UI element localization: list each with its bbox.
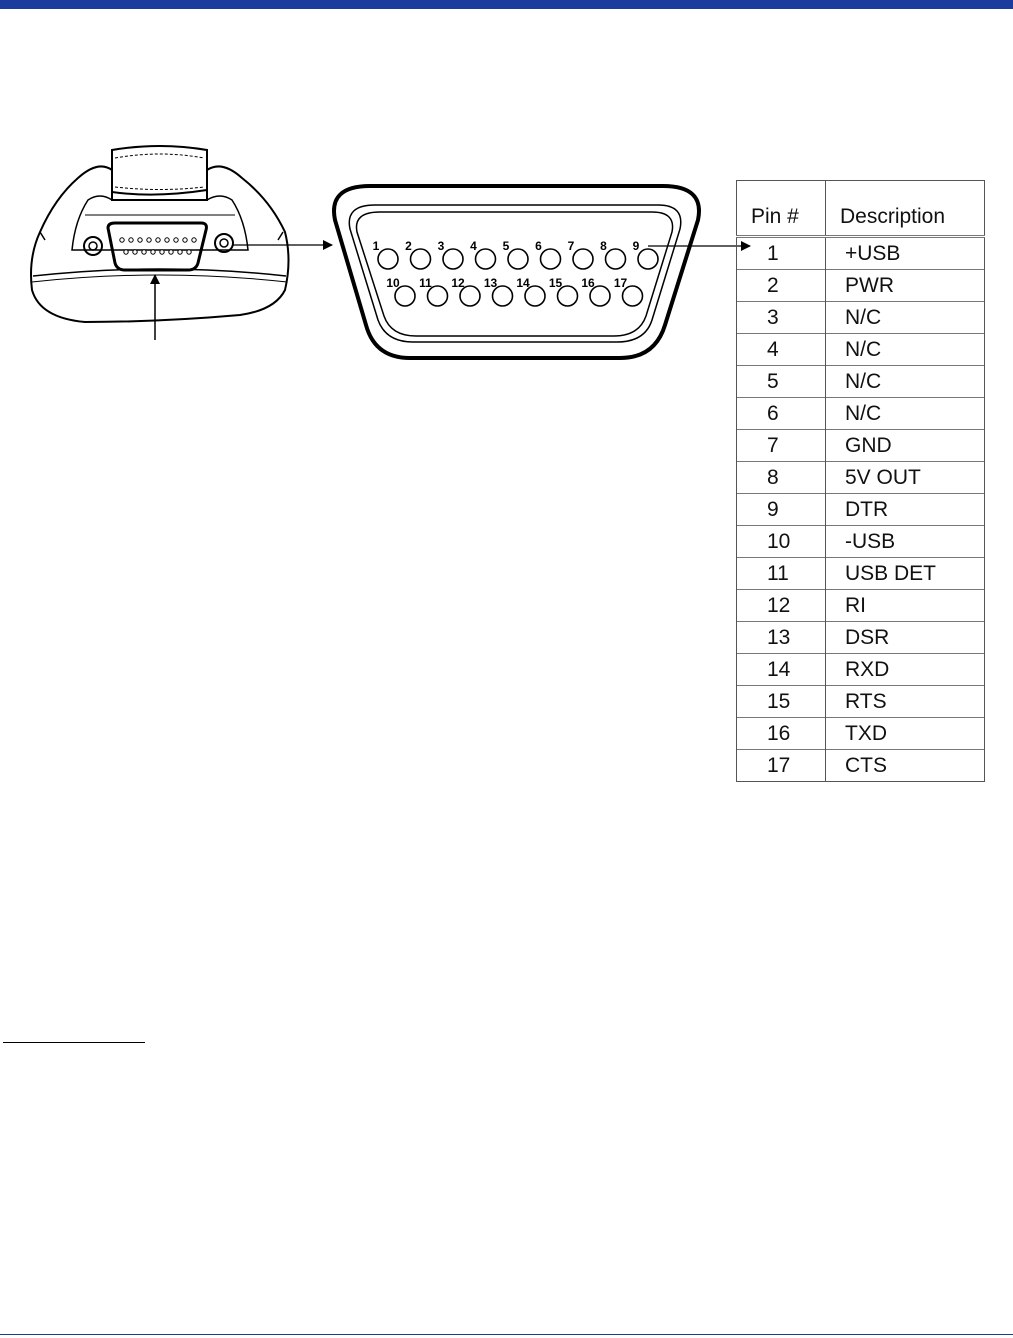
enlarged-connector	[334, 186, 699, 358]
connector-pin-label: 11	[419, 276, 432, 290]
connector-pin-label: 15	[548, 276, 563, 290]
pin-number-cell: 15	[737, 686, 826, 718]
pin-description-table	[736, 180, 985, 782]
table-row	[737, 366, 985, 398]
pin-description-cell: TXD	[826, 718, 985, 750]
pin-number-cell: 6	[737, 398, 826, 430]
connector-pin-label: 16	[581, 276, 595, 290]
connector-pin-label: 5	[502, 239, 510, 253]
connector-pin-label: 6	[535, 239, 542, 253]
connector-pin-label: 17	[613, 276, 628, 290]
table-row	[737, 462, 985, 494]
pin-description-cell: RTS	[826, 686, 985, 718]
pin-description-cell: GND	[826, 430, 985, 462]
connector-pin-label: 12	[451, 276, 465, 290]
pin-description-cell: USB DET	[826, 558, 985, 590]
pin-column-header: Pin #	[737, 181, 826, 237]
pin-description-cell: DTR	[826, 494, 985, 526]
pin-number-cell: 10	[737, 526, 826, 558]
pin-table-body	[737, 237, 985, 782]
pin-description-cell: N/C	[826, 366, 985, 398]
connector-pin-label: 13	[483, 276, 498, 290]
connector-pin	[378, 249, 398, 269]
connector-pin	[443, 249, 463, 269]
description-column-header: Description	[826, 181, 985, 237]
pin-description-cell: N/C	[826, 398, 985, 430]
connector-pin-label: 7	[567, 239, 575, 253]
pin-number-cell: 4	[737, 334, 826, 366]
pin-description-cell: CTS	[826, 750, 985, 782]
connector-pin	[638, 249, 658, 269]
connector-pin-label: 9	[632, 239, 640, 253]
pin-description-cell: 5V OUT	[826, 462, 985, 494]
pin-description-cell: RI	[826, 590, 985, 622]
connector-pin	[411, 249, 431, 269]
table-row	[737, 686, 985, 718]
pin-number-cell: 1	[737, 237, 826, 270]
connector-pin	[606, 249, 626, 269]
pin-number-cell: 2	[737, 270, 826, 302]
pin-number-cell: 8	[737, 462, 826, 494]
connector-pin	[476, 249, 496, 269]
table-row	[737, 270, 985, 302]
connector-pin-label: 10	[386, 276, 400, 290]
pin-number-cell: 7	[737, 430, 826, 462]
table-row	[737, 622, 985, 654]
table-row	[737, 237, 985, 270]
connector-pin-label: 8	[600, 239, 607, 253]
footnote-rule	[3, 1042, 145, 1043]
pin-number-cell: 9	[737, 494, 826, 526]
table-row	[737, 590, 985, 622]
connector-pin	[541, 249, 561, 269]
pin-description-cell: N/C	[826, 302, 985, 334]
table-row	[737, 430, 985, 462]
table-row	[737, 494, 985, 526]
pin-description-cell: N/C	[826, 334, 985, 366]
connector-pin	[573, 249, 593, 269]
pin-description-cell: +USB	[826, 237, 985, 270]
pin-description-cell: DSR	[826, 622, 985, 654]
table-header-row	[737, 181, 985, 237]
pin-number-cell: 12	[737, 590, 826, 622]
table-row	[737, 750, 985, 782]
table-row	[737, 302, 985, 334]
pin-description-cell: PWR	[826, 270, 985, 302]
pin-number-cell: 16	[737, 718, 826, 750]
pin-number-cell: 5	[737, 366, 826, 398]
table-row	[737, 398, 985, 430]
table-row	[737, 654, 985, 686]
pin-number-cell: 14	[737, 654, 826, 686]
table-row	[737, 558, 985, 590]
connector-pin-label: 1	[372, 239, 380, 253]
device-illustration	[31, 146, 289, 322]
pin-number-cell: 17	[737, 750, 826, 782]
connector-pin-label: 4	[470, 239, 477, 253]
table-row	[737, 718, 985, 750]
pin-description-cell: RXD	[826, 654, 985, 686]
pin-number-cell: 3	[737, 302, 826, 334]
connector-pin-label: 2	[405, 239, 412, 253]
bottom-rule	[0, 1334, 1013, 1335]
connector-pin-label: 14	[516, 276, 530, 290]
table-row	[737, 334, 985, 366]
connector-pin	[508, 249, 528, 269]
pin-number-cell: 13	[737, 622, 826, 654]
table-row	[737, 526, 985, 558]
connector-pin-label: 3	[437, 239, 445, 253]
pin-number-cell: 11	[737, 558, 826, 590]
pin-description-cell: -USB	[826, 526, 985, 558]
